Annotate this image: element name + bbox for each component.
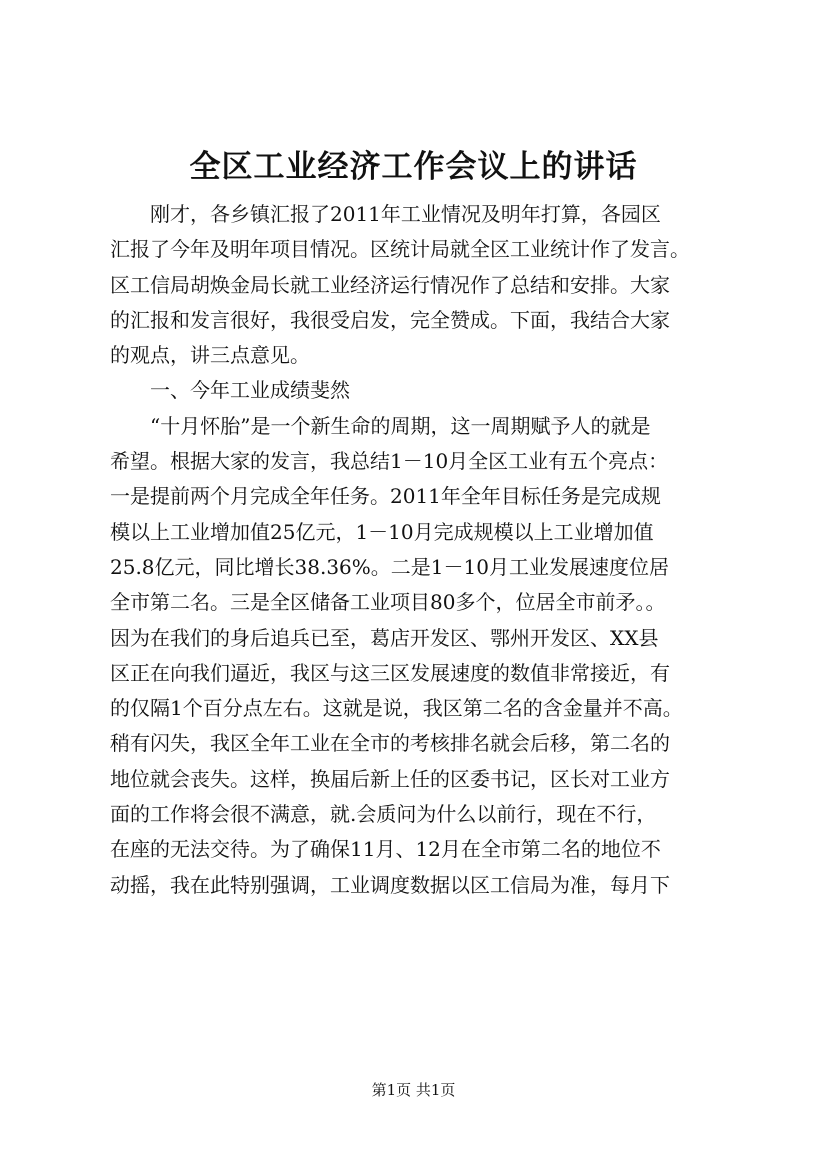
text-line: 希望。根据大家的发言，我总结1－10月全区工业有五个亮点：	[110, 449, 669, 474]
text-line: 动摇，我在此特别强调，工业调度数据以区工信局为准，每月下	[110, 872, 670, 897]
text-line: 全市第二名。三是全区储备工业项目80多个，位居全市前矛。。	[110, 590, 666, 615]
text-line: 的仅隔1个百分点左右。这就是说，我区第二名的含金量并不高。	[110, 696, 683, 721]
text-line: 区工信局胡焕金局长就工业经济运行情况作了总结和安排。大家	[110, 272, 670, 297]
text-line: 刚才，各乡镇汇报了2011年工业情况及明年打算，各园区	[150, 202, 661, 226]
text-line: 稍有闪失，我区全年工业在全市的考核排名就会后移，第二名的	[110, 731, 670, 756]
document-title: 全区工业经济工作会议上的讲话	[189, 149, 638, 185]
document-body	[110, 197, 750, 903]
text-line: 一是提前两个月完成全年任务。2011年全年目标任务是完成规	[110, 484, 661, 509]
text-line: 25.8亿元，同比增长38.36%。二是1－10月工业发展速度位居	[110, 554, 669, 579]
text-line: 模以上工业增加值25亿元，1－10月完成规模以上工业增加值	[110, 519, 654, 544]
text-line: 的汇报和发言很好，我很受启发，完全赞成。下面，我结合大家	[110, 307, 670, 332]
text-line: 地位就会丧失。这样，换届后新上任的区委书记，区长对工业方	[110, 766, 670, 791]
text-line: 面的工作将会很不满意，就.会质问为什么以前行，现在不行，	[110, 802, 657, 827]
text-line: 汇报了今年及明年项目情况。区统计局就全区工业统计作了发言。	[110, 237, 690, 262]
text-line: 因为在我们的身后追兵已至，葛店开发区、鄂州开发区、XX县	[110, 625, 659, 650]
page-footer: 第1页 共1页	[371, 1081, 456, 1099]
text-line: “十月怀胎”是一个新生命的周期，这一周期赋予人的就是	[150, 413, 651, 438]
text-line: 在座的无法交待。为了确保11月、12月在全市第二名的地位不	[110, 837, 661, 862]
text-line: 区正在向我们逼近，我区与这三区发展速度的数值非常接近，有	[110, 660, 670, 685]
section-heading: 一、今年工业成绩斐然	[150, 378, 350, 403]
text-line: 的观点，讲三点意见。	[110, 343, 310, 368]
